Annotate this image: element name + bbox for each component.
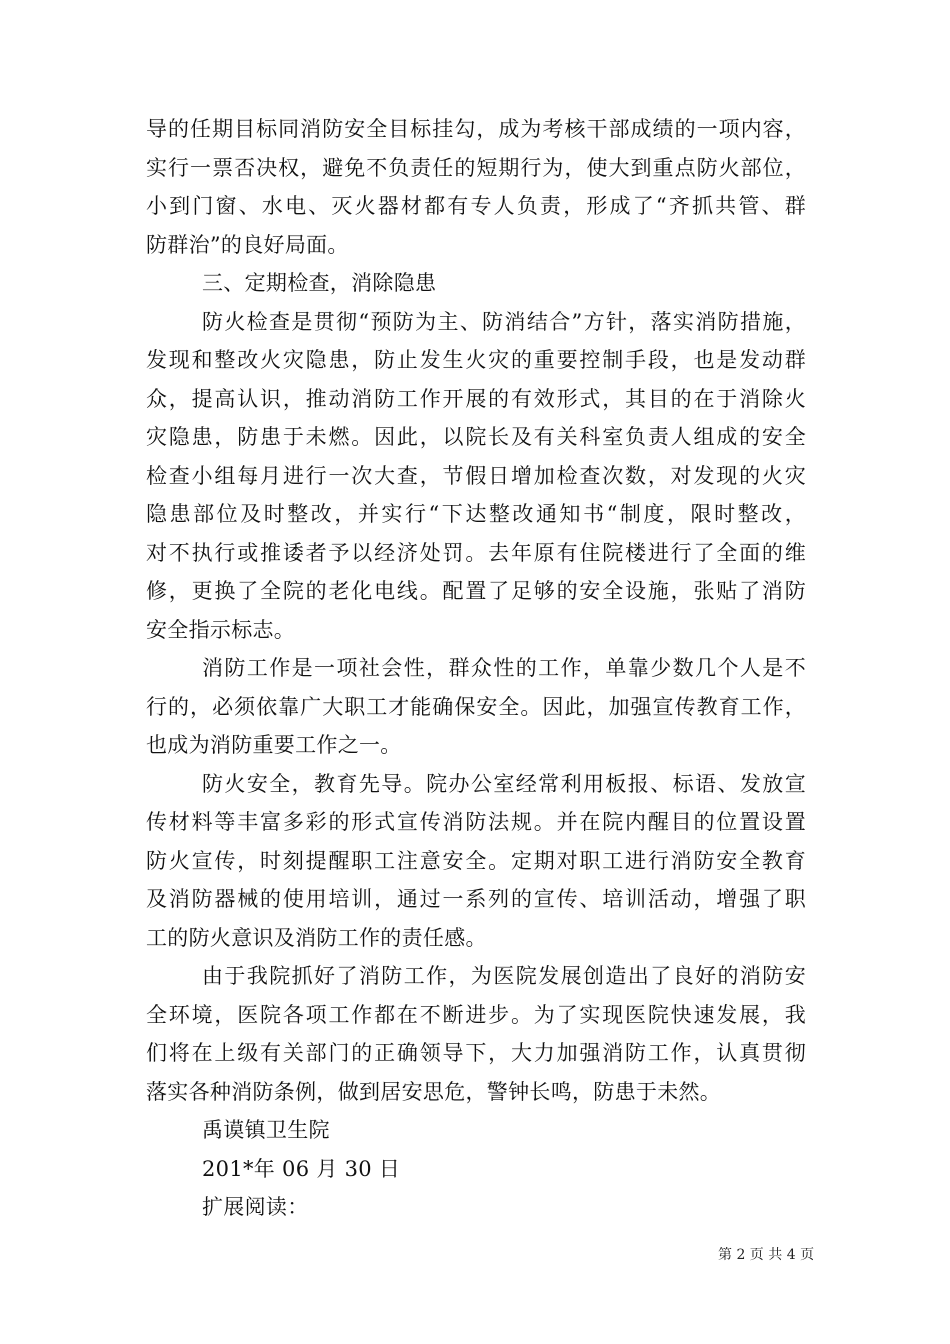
- document-body: [146, 110, 806, 1227]
- text-line: 及消防器械的使用培训，通过一系列的宣传、培训活动，增强了职: [146, 887, 806, 911]
- text-line: 201*年 06 月 30 日: [202, 1156, 401, 1181]
- text-line: 由于我院抓好了消防工作，为医院发展创造出了良好的消防安: [202, 964, 806, 988]
- text-line: 行的，必须依靠广大职工才能确保安全。因此，加强宣传教育工作，: [146, 694, 806, 719]
- text-line: 防群治”的良好局面。: [146, 232, 349, 257]
- text-line: 修，更换了全院的老化电线。配置了足够的安全设施，张贴了消防: [146, 579, 806, 603]
- text-line: 隐患部位及时整改，并实行“下达整改通知书“制度，限时整改，: [146, 502, 806, 526]
- text-line: 灾隐患，防患于未燃。因此，以院长及有关科室负责人组成的安全: [146, 425, 806, 449]
- text-line: 工的防火意识及消防工作的责任感。: [146, 925, 487, 950]
- text-line: 消防工作是一项社会性，群众性的工作，单靠少数几个人是不: [202, 656, 806, 680]
- text-line: 对不执行或推诿者予以经济处罚。去年原有住院楼进行了全面的维: [146, 540, 806, 565]
- text-line: 导的任期目标同消防安全目标挂勾，成为考核干部成绩的一项内容，: [146, 117, 806, 141]
- text-line: 小到门窗、水电、灭火器材都有专人负责，形成了“齐抓共管、群: [146, 194, 806, 218]
- text-line: 安全指示标志。: [146, 617, 296, 642]
- text-line: 检查小组每月进行一次大查，节假日增加检查次数，对发现的火灾: [146, 463, 806, 488]
- text-line: 实行一票否决权，避免不负责任的短期行为，使大到重点防火部位，: [146, 155, 806, 180]
- text-line: 传材料等丰富多彩的形式宣传消防法规。并在院内醒目的位置设置: [146, 810, 806, 834]
- text-line: 发现和整改火灾隐患，防止发生火灾的重要控制手段，也是发动群: [146, 348, 806, 372]
- text-line: 众，提高认识，推动消防工作开展的有效形式，其目的在于消除火: [146, 386, 806, 411]
- text-line: 三、定期检查，消除隐患: [202, 271, 437, 295]
- text-line: 全环境，医院各项工作都在不断进步。为了实现医院快速发展，我: [146, 1002, 806, 1027]
- text-line: 防火宣传，时刻提醒职工注意安全。定期对职工进行消防安全教育: [146, 848, 806, 873]
- text-line: 落实各种消防条例，做到居安思危，警钟长鸣，防患于未然。: [146, 1079, 722, 1104]
- text-line: 们将在上级有关部门的正确领导下，大力加强消防工作，认真贯彻: [146, 1041, 806, 1065]
- text-line: 扩展阅读：: [202, 1195, 309, 1219]
- text-line: 也成为消防重要工作之一。: [146, 733, 402, 757]
- text-line: 防火安全，教育先导。院办公室经常利用板报、标语、发放宣: [202, 771, 806, 796]
- text-line: 禹谟镇卫生院: [202, 1118, 330, 1142]
- text-line: 防火检查是贯彻“预防为主、防消结合”方针，落实消防措施，: [202, 309, 806, 334]
- page-indicator: 第 2 页 共 4 页: [718, 1247, 815, 1263]
